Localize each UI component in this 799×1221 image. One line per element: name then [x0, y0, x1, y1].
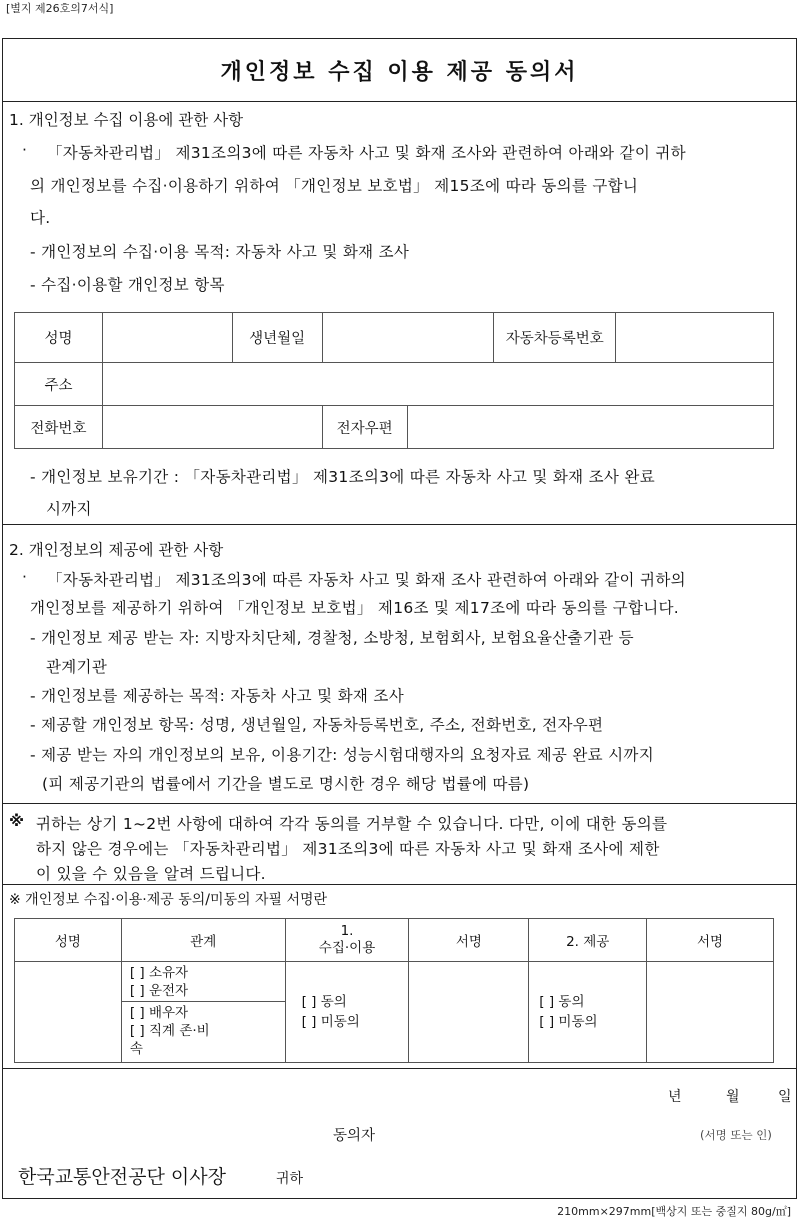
notice-line3: 이 있을 수 있음을 알려 드립니다. [36, 865, 266, 883]
section1-items: - 수집·이용할 개인정보 항목 [30, 276, 225, 294]
form-label: [별지 제26호의7서식] [6, 2, 114, 15]
label-name: 성명 [15, 313, 103, 363]
paper-size: 210mm×297mm[백상지 또는 중질지 80g/㎡] [557, 1205, 791, 1218]
relation-group-2 [122, 1002, 285, 1060]
notice-line2: 하지 않은 경우에는 「자동차관리법」 제31조의3에 따른 자동차 사고 및 화재 조사에 제한 [36, 840, 660, 858]
personal-info-table [14, 312, 774, 449]
col-collect-num: 1. [340, 923, 354, 939]
rel-owner-checkbox[interactable]: [ ] 소유자 [129, 965, 189, 981]
email-cell [322, 406, 773, 449]
signature-table [14, 918, 774, 1063]
label-birth: 생년월일 [232, 313, 322, 363]
field-phone[interactable] [102, 406, 322, 449]
sig-field-sign2[interactable] [647, 962, 774, 1063]
section1-retention-line1: - 개인정보 보유기간 : 「자동차관리법」 제31조의3에 따른 자동차 사고 및 화재 조사 완료 [30, 468, 655, 486]
section2-heading: 2. 개인정보의 제공에 관한 사항 [9, 541, 224, 559]
section1-para-line2: 의 개인정보를 수집·이용하기 위하여 「개인정보 보호법」 제15조에 따라 동의를 구합니 [30, 177, 639, 195]
addressee: 한국교통안전공단 이사장 [18, 1166, 226, 1188]
section2-bullet: · [22, 568, 28, 586]
section1-purpose: - 개인정보의 수집·이용 목적: 자동차 사고 및 화재 조사 [30, 243, 410, 261]
section1-para-line1: 「자동차관리법」 제31조의3에 따른 자동차 사고 및 화재 조사와 관련하여 아래와 같이 귀하 [47, 144, 686, 162]
section2-para-line1: 「자동차관리법」 제31조의3에 따른 자동차 사고 및 화재 조사 관련하여 아래와 같이 귀하의 [47, 571, 686, 589]
provide-options [529, 962, 647, 1063]
relation-group-1 [122, 962, 285, 1002]
label-phone: 전화번호 [15, 406, 103, 449]
provide-agree-checkbox[interactable]: [ ] 동의 [539, 994, 585, 1010]
section2-recipient-line2: 관계기관 [46, 658, 108, 676]
provide-disagree-checkbox[interactable]: [ ] 미동의 [539, 1014, 598, 1030]
col-name: 성명 [15, 919, 122, 962]
page-title: 개인정보 수집 이용 제공 동의서 [220, 60, 579, 85]
rel-lineal-cont: 속 [129, 1041, 143, 1057]
divider [2, 524, 797, 525]
date-day: 일 [778, 1089, 792, 1105]
collect-disagree-checkbox[interactable]: [ ] 미동의 [301, 1014, 360, 1030]
section2-para-line2: 개인정보를 제공하기 위하여 「개인정보 보호법」 제16조 및 제17조에 따라 동의를 구합니다. [30, 599, 680, 617]
label-reg-no: 자동차등록번호 [494, 313, 616, 363]
notice-mark: ※ [9, 812, 25, 830]
section1-para-line3: 다. [30, 209, 51, 227]
rel-lineal-checkbox[interactable]: [ ] 직계 존·비 [129, 1023, 210, 1039]
section2-recipient-line1: - 개인정보 제공 받는 자: 지방자치단체, 경찰청, 소방청, 보험회사, 보험요율산출기관 등 [30, 629, 634, 647]
label-email: 전자우편 [323, 406, 408, 448]
section2-retention-line1: - 제공 받는 자의 개인정보의 보유, 이용기간: 성능시험대행자의 요청자료 제공 완료 시까지 [30, 746, 654, 764]
col-collect-label: 수집·이용 [318, 940, 376, 956]
addressee-suffix: 귀하 [276, 1171, 304, 1187]
sig-field-sign1[interactable] [409, 962, 529, 1063]
sign-or-seal: (서명 또는 인) [700, 1128, 772, 1142]
field-address[interactable] [102, 363, 773, 406]
collect-agree-checkbox[interactable]: [ ] 동의 [301, 994, 347, 1010]
section2-retention-line2: (피 제공기관의 법률에서 기간을 별도로 명시한 경우 해당 법률에 따름) [42, 775, 530, 793]
section1-retention-line2: 시까지 [46, 500, 92, 518]
label-address: 주소 [15, 363, 103, 406]
field-reg-no[interactable] [616, 313, 774, 363]
rel-driver-checkbox[interactable]: [ ] 운전자 [129, 983, 189, 999]
col-sign2: 서명 [647, 919, 774, 962]
col-sign1: 서명 [409, 919, 529, 962]
field-email[interactable] [408, 406, 773, 448]
section1-heading: 1. 개인정보 수집 이용에 관한 사항 [9, 111, 244, 129]
consenter-label: 동의자 [333, 1128, 376, 1144]
divider [2, 1068, 797, 1069]
notice-line1: 귀하는 상기 1~2번 사항에 대하여 각각 동의를 거부할 수 있습니다. 다만, 이에 대한 동의를 [36, 815, 668, 833]
sig-field-name[interactable] [15, 962, 122, 1063]
section1-bullet: · [22, 141, 28, 159]
date-month: 월 [726, 1089, 740, 1105]
col-relation: 관계 [121, 919, 285, 962]
field-name[interactable] [102, 313, 232, 363]
section2-items: - 제공할 개인정보 항목: 성명, 생년월일, 자동차등록번호, 주소, 전화번호, 전자우편 [30, 716, 604, 734]
signature-heading: ※ 개인정보 수집·이용·제공 동의/미동의 자필 서명란 [9, 892, 328, 908]
section2-purpose: - 개인정보를 제공하는 목적: 자동차 사고 및 화재 조사 [30, 687, 404, 705]
date-year: 년 [668, 1089, 682, 1105]
divider [2, 803, 797, 804]
collect-options [285, 962, 409, 1063]
field-birth[interactable] [322, 313, 494, 363]
relation-options [121, 962, 285, 1063]
rel-spouse-checkbox[interactable]: [ ] 배우자 [129, 1005, 189, 1021]
divider [2, 884, 797, 885]
col-collect [285, 919, 409, 962]
divider [2, 101, 797, 102]
col-provide: 2. 제공 [529, 919, 647, 962]
